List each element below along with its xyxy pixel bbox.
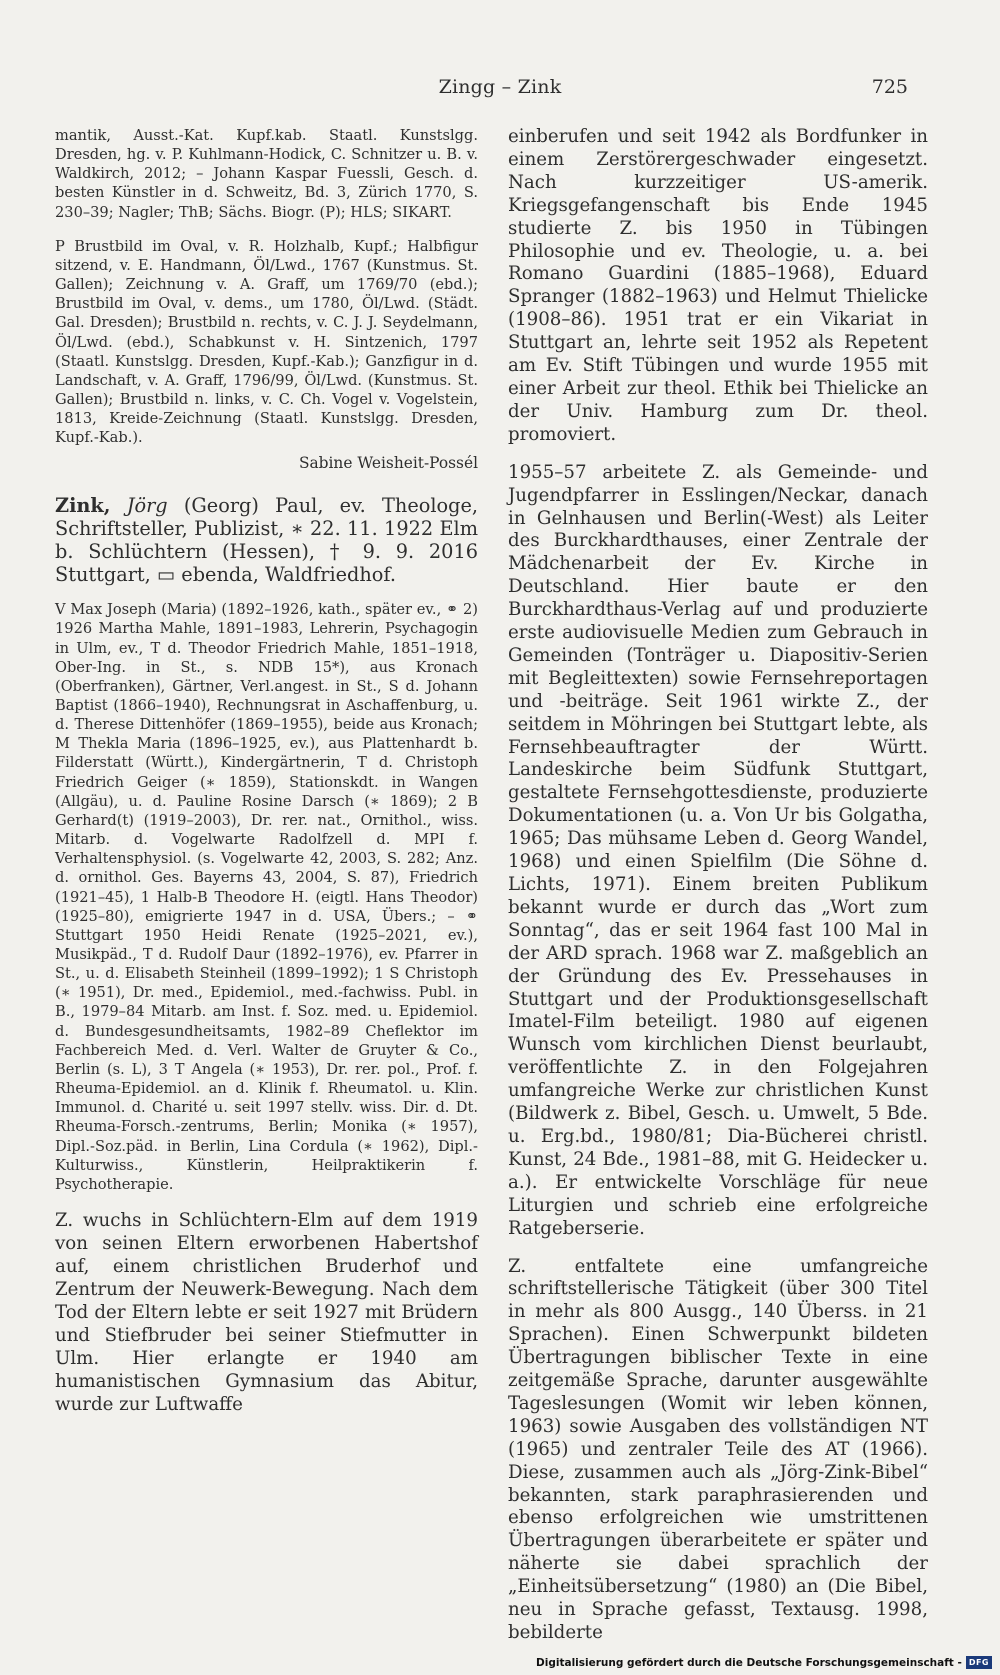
article-author: Sabine Weisheit-Possél (298, 453, 478, 472)
bibliography-continued: mantik, Ausst.-Kat. Kupf.kab. Staatl. Kunstslgg. Dresden, hg. v. P. Kuhlmann-Hodick, C. Schnitzer u. B. v. Waldkirch, 2012; – Johann Kaspar Fuessli, Gesch. d. besten Künstler in d. Schweitz, Bd. 3, Zürich 1770, S. 230–39; Nagler; ThB; Sächs. Biogr. (P); HLS; SIKART. (55, 127, 478, 221)
body-paragraph: einberufen und seit 1942 als Bordfunker in einem Zerstörergeschwader eingesetzt. Nach kurzzeitiger US-amerik. Kriegsgefangenschaft bis Ende 1945 studierte Z. bis 1950 in Tübingen Philosophie und ev. Theologie, u. a. bei Romano Guardini (1885–1968), Eduard Spranger (1882–1963) und Helmut Thielicke (1908–86). 1951 trat er ein Vikariat in Stuttgart an, lehrte seit 1952 als Repetent am Ev. Stift Tübingen und wurde 1955 mit einer Arbeit zur theol. Ethik bei Thielicke an der Univ. Hamburg zum Dr. theol. promoviert. (508, 126, 928, 445)
digitization-footer (536, 1656, 992, 1669)
page-number: 725 (871, 76, 908, 98)
dfg-logo: DFG (966, 1656, 992, 1669)
right-column (508, 126, 928, 1660)
entry-surname: Zink, (55, 494, 111, 518)
body-paragraph: Z. wuchs in Schlüchtern-Elm auf dem 1919 von seinen Eltern erworbenen Habertshof auf, einem christlichen Bruderhof und Zentrum der Neuwerk-Bewegung. Nach dem Tod der Eltern lebte er seit 1927 mit Brüdern und Stiefbruder bei seiner Stiefmutter in Ulm. Hier erlangte er 1940 am humanistischen Gymnasium das Abitur, wurde zur Luftwaffe (55, 1210, 478, 1416)
body-paragraph: 1955–57 arbeitete Z. als Gemeinde- und Jugendpfarrer in Esslingen/Neckar, danach in Gelnhausen und Berlin(-West) als Leiter des Burckhardthauses, einer Zentrale der Mädchenarbeit der Ev. Kirche in Deutschland. Hier baute er den Burckhardthaus-Verlag auf und produzierte erste audiovisuelle Medien zum Gebrauch in Gemeinden (Tonträger u. Diapositiv-Serien mit Begleittexten) sowie Fernsehreportagen und -beiträge. Seit 1961 wirkte Z., der seitdem in Möhringen bei Stuttgart lebte, als Fernsehbeauftragter der Württ. Landeskirche beim Südfunk Stuttgart, gestaltete Fernsehgottesdienste, produzierte Dokumentationen (u. a. Von Ur bis Golgatha, 1965; Das mühsame Leben d. Georg Wandel, 1968) und einen Spielfilm (Die Söhne d. Lichts, 1971). Einem breiten Publikum bekannt wurde er durch das „Wort zum Sonntag“, das er seit 1964 fast 100 Mal in der ARD sprach. 1968 war Z. maßgeblich an der Gründung des Ev. Pressehauses in Stuttgart und der Produktionsgesellschaft Imatel-Film beteiligt. 1980 auf eigenen Wunsch vom kirchlichen Dienst beurlaubt, veröffentlichte Z. in den Folgejahren umfangreiche Werke zur christlichen Kunst (Bildwerk z. Bibel, Gesch. u. Umwelt, 5 Bde. u. Erg.bd., 1980/81; Dia-Bücherei christl. Kunst, 24 Bde., 1981–88, mit G. Heidecker u. a.). Er entwickelte Vorschläge für neue Liturgien und schrieb eine erfolgreiche Ratgeberserie. (508, 461, 928, 1239)
page-header (0, 76, 1000, 106)
left-column (55, 126, 478, 1416)
entry-headword (55, 494, 478, 586)
footer-text: Digitalisierung gefördert durch die Deutsche Forschungsgemeinschaft - (536, 1656, 962, 1669)
entry-description: (Georg) Paul, ev. Theologe, Schriftsteller, Publizist, ∗ 22. 11. 1922 Elm b. Schlüchtern (Hessen), † 9. 9. 2016 Stuttgart, ▭ ebenda, Waldfriedhof. (55, 494, 478, 587)
genealogy-section: V Max Joseph (Maria) (1892–1926, kath., später ev., ⚭ 2) 1926 Martha Mahle, 1891–1983, Lehrerin, Psychagogin in Ulm, ev., T d. Theodor Friedrich Mahle, 1851–1918, Ober-Ing. in St., s. NDB 15*), aus Kronach (Oberfranken), Gärtner, Verl.angest. in St., S d. Johann Baptist (1866–1940), Rechnungsrat in Aschaffenburg, u. d. Therese Dittenhöfer (1869–1955), beide aus Kronach; M Thekla Maria (1896–1925, ev.), aus Plattenhardt b. Filderstatt (Württ.), Kindergärtnerin, T d. Christoph Friedrich Geiger (∗ 1859), Stationskdt. in Wangen (Allgäu), u. d. Pauline Rosine Darsch (∗ 1869); 2 B Gerhard(t) (1919–2003), Dr. rer. nat., Ornithol., wiss. Mitarb. d. Vogelwarte Radolfzell d. MPI f. Verhaltensphysiol. (s. Vogelwarte 42, 2003, S. 282; Anz. d. ornithol. Ges. Bayerns 43, 2004, S. 87), Friedrich (1921–45), 1 Halb-B Theodore H. (eigtl. Hans Theodor) (1925–80), emigrierte 1947 in d. USA, Übers.; – ⚭ Stuttgart 1950 Heidi Renate (1925–2021, ev.), Musikpäd., T d. Rudolf Daur (1892–1976), ev. Pfarrer in St., u. d. Elisabeth Steinheil (1899–1992); 1 S Christoph (∗ 1951), Dr. med., Epidemiol., med.-fachwiss. Publ. in B., 1979–84 Mitarb. am Inst. f. Soz. med. u. Epidemiol. d. Bundesgesundheitsamts, 1982–89 Cheflektor im Fachbereich Med. d. Verl. Walter de Gruyter & Co., Berlin (s. L), 3 T Angela (∗ 1953), Dr. rer. pol., Prof. f. Rheuma-Epidemiol. an d. Klinik f. Rheumatol. u. Klin. Immunol. d. Charité u. seit 1997 stellv. wiss. Dir. d. Dt. Rheuma-Forsch.-zentrums, Berlin; Monika (∗ 1957), Dipl.-Soz.päd. in Berlin, Lina Cordula (∗ 1962), Dipl.-Kulturwiss., Künstlerin, Heilpraktikerin f. Psychotherapie. (55, 601, 478, 1193)
portraits-section: P Brustbild im Oval, v. R. Holzhalb, Kupf.; Halbfigur sitzend, v. E. Handmann, Öl/Lwd., 1767 (Kunstmus. St. Gallen); Zeichnung v. A. Graff, um 1769/70 (ebd.); Brustbild im Oval, v. dems., um 1780, Öl/Lwd. (Städt. Gal. Dresden); Brustbild n. rechts, v. C. J. J. Seydelmann, Öl/Lwd. (ebd.), Schabkunst v. H. Sintzenich, 1797 (Staatl. Kunstslgg. Dresden, Kupf.-Kab.); Ganzfigur in d. Landschaft, v. A. Graff, 1796/99, Öl/Lwd. (Kunstmus. St. Gallen); Brustbild n. links, v. C. Ch. Vogel v. Vogelstein, 1813, Kreide-Zeichnung (Staatl. Kunstslgg. Dresden, Kupf.-Kab.). (55, 237, 478, 447)
running-head: Zingg – Zink (438, 76, 562, 98)
body-paragraph: Z. entfaltete eine umfangreiche schriftstellerische Tätigkeit (über 300 Titel in mehr als 800 Ausgg., 140 Überss. in 21 Sprachen). Einen Schwerpunkt bildeten Übertragungen biblischer Texte in eine zeitgemäße Sprache, darunter ausgewählte Tageslesungen (Womit wir leben können, 1963) sowie Ausgaben des vollständigen NT (1965) und zentraler Teile des AT (1966). Diese, zusammen auch als „Jörg-Zink-Bibel“ bekannten, stark paraphrasierenden und ebenso erfolgreichen wie umstrittenen Übertragungen überarbeitete er später und näherte sie dabei sprachlich der „Einheitsübersetzung“ (1980) an (Die Bibel, neu in Sprache gefasst, Textausg. 1998, bebilderte (508, 1255, 928, 1643)
entry-given-name: Jörg (126, 494, 168, 518)
